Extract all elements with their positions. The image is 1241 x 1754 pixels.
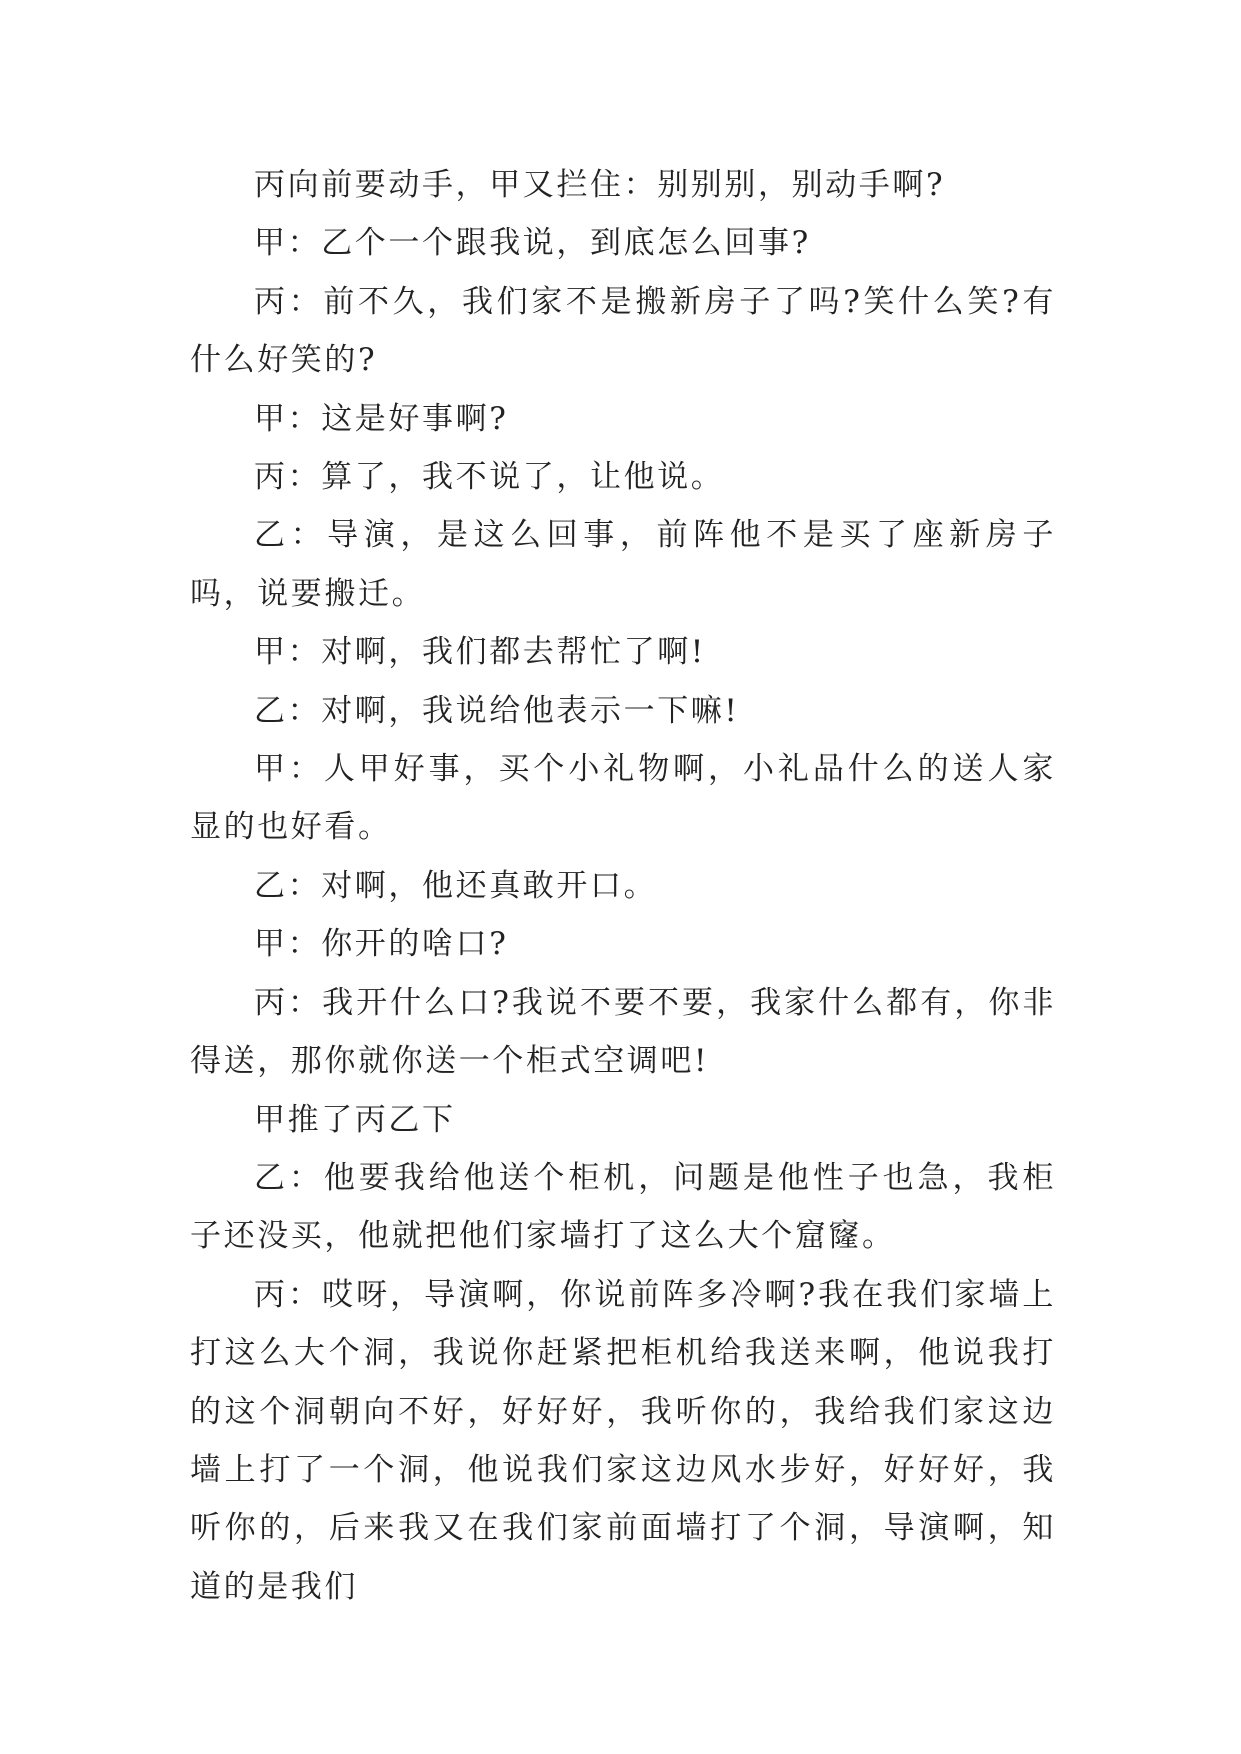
document-body [190, 156, 1056, 1616]
paragraph: 乙：对啊，我说给他表示一下嘛! [254, 692, 740, 729]
paragraph: 甲：乙个一个跟我说，到底怎么回事? [254, 225, 811, 262]
paragraph: 丙：哎呀，导演啊，你说前阵多冷啊?我在我们家墙上打这么大个洞，我说你赶紧把柜机给我送来啊，他说我打的这个洞朝向不好，好好好，我听你的，我给我们家这边墙上打了一个洞，他说我们家这边风水步好，好好好，我听你的，后来我又在我们家前面墙打了个洞，导演啊，知道的是我们 [190, 1276, 1056, 1605]
paragraph: 丙：算了，我不说了，让他说。 [254, 459, 725, 496]
paragraph: 甲推了丙乙下 [254, 1101, 456, 1138]
paragraph: 乙：导演，是这么回事，前阵他不是买了座新房子吗，说要搬迁。 [190, 517, 1056, 612]
paragraph: 乙：他要我给他送个柜机，问题是他性子也急，我柜子还没买，他就把他们家墙打了这么大个窟窿。 [190, 1159, 1056, 1255]
paragraph: 丙：我开什么口?我说不要不要，我家什么都有，你非得送，那你就你送一个柜式空调吧! [190, 984, 1056, 1080]
paragraph: 丙：前不久，我们家不是搬新房子了吗?笑什么笑?有什么好笑的? [190, 283, 1056, 379]
paragraph: 乙：对啊，他还真敢开口。 [254, 867, 658, 904]
paragraph: 甲：这是好事啊? [254, 400, 509, 437]
paragraph: 甲：对啊，我们都去帮忙了啊! [254, 634, 706, 671]
paragraph: 丙向前要动手，甲又拦住：别别别，别动手啊? [254, 167, 946, 203]
paragraph: 甲：你开的啥口? [254, 926, 509, 963]
paragraph: 甲：人甲好事，买个小礼物啊，小礼品什么的送人家显的也好看。 [190, 751, 1056, 846]
